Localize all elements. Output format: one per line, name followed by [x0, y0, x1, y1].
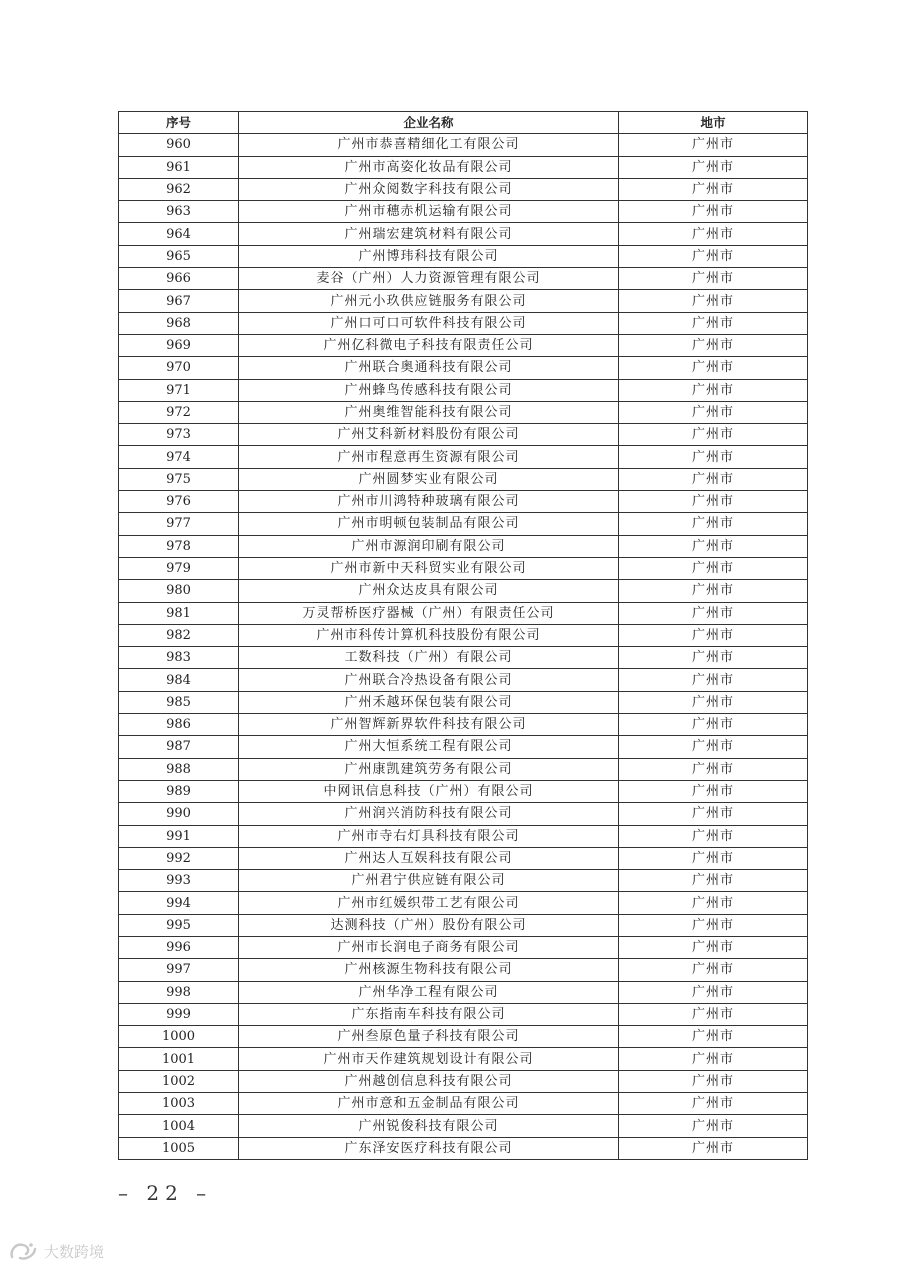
table-row	[119, 1070, 808, 1092]
table-body	[119, 134, 808, 1160]
city-cell: 广州市	[619, 491, 808, 513]
serial-number-cell: 964	[119, 223, 239, 245]
city-cell: 广州市	[619, 847, 808, 869]
table-row	[119, 780, 808, 802]
serial-number-cell: 994	[119, 892, 239, 914]
serial-number-cell: 981	[119, 602, 239, 624]
table-row	[119, 825, 808, 847]
serial-number-cell: 985	[119, 691, 239, 713]
table-row	[119, 245, 808, 267]
company-name-cell: 广州叁原色量子科技有限公司	[239, 1026, 619, 1048]
company-name-cell: 广州市科传计算机科技股份有限公司	[239, 624, 619, 646]
city-cell: 广州市	[619, 780, 808, 802]
table-row	[119, 357, 808, 379]
serial-number-cell: 999	[119, 1003, 239, 1025]
city-cell: 广州市	[619, 1026, 808, 1048]
table-row	[119, 892, 808, 914]
company-name-cell: 广州口可口可软件科技有限公司	[239, 312, 619, 334]
table-row	[119, 870, 808, 892]
serial-number-cell: 992	[119, 847, 239, 869]
city-cell: 广州市	[619, 580, 808, 602]
city-cell: 广州市	[619, 513, 808, 535]
company-name-cell: 广州市红媛织带工艺有限公司	[239, 892, 619, 914]
company-name-cell: 广州华净工程有限公司	[239, 981, 619, 1003]
city-cell: 广州市	[619, 1137, 808, 1159]
serial-number-cell: 990	[119, 803, 239, 825]
table-row	[119, 981, 808, 1003]
table-row	[119, 959, 808, 981]
header-company-name: 企业名称	[239, 112, 619, 134]
company-name-cell: 广州市高姿化妆品有限公司	[239, 156, 619, 178]
company-name-cell: 广州市川鸿特种玻璃有限公司	[239, 491, 619, 513]
city-cell: 广州市	[619, 959, 808, 981]
company-name-cell: 广州越创信息科技有限公司	[239, 1070, 619, 1092]
serial-number-cell: 986	[119, 714, 239, 736]
city-cell: 广州市	[619, 290, 808, 312]
serial-number-cell: 968	[119, 312, 239, 334]
city-cell: 广州市	[619, 736, 808, 758]
table-row	[119, 535, 808, 557]
company-name-cell: 万灵帮桥医疗器械（广州）有限责任公司	[239, 602, 619, 624]
city-cell: 广州市	[619, 758, 808, 780]
table-row	[119, 1026, 808, 1048]
serial-number-cell: 1002	[119, 1070, 239, 1092]
city-cell: 广州市	[619, 602, 808, 624]
city-cell: 广州市	[619, 1093, 808, 1115]
serial-number-cell: 969	[119, 334, 239, 356]
header-city: 地市	[619, 112, 808, 134]
city-cell: 广州市	[619, 981, 808, 1003]
city-cell: 广州市	[619, 223, 808, 245]
table-row	[119, 446, 808, 468]
company-name-cell: 广州蜂鸟传感科技有限公司	[239, 379, 619, 401]
header-serial-number: 序号	[119, 112, 239, 134]
city-cell: 广州市	[619, 691, 808, 713]
serial-number-cell: 1000	[119, 1026, 239, 1048]
company-name-cell: 广东指南车科技有限公司	[239, 1003, 619, 1025]
table-row	[119, 424, 808, 446]
table-row	[119, 602, 808, 624]
city-cell: 广州市	[619, 446, 808, 468]
city-cell: 广州市	[619, 1115, 808, 1137]
company-name-cell: 广州博玮科技有限公司	[239, 245, 619, 267]
city-cell: 广州市	[619, 647, 808, 669]
serial-number-cell: 988	[119, 758, 239, 780]
table-row	[119, 714, 808, 736]
table-row	[119, 1048, 808, 1070]
serial-number-cell: 966	[119, 268, 239, 290]
city-cell: 广州市	[619, 468, 808, 490]
serial-number-cell: 989	[119, 780, 239, 802]
city-cell: 广州市	[619, 557, 808, 579]
table-row	[119, 624, 808, 646]
company-list-table	[118, 111, 808, 1160]
city-cell: 广州市	[619, 1070, 808, 1092]
table-row	[119, 691, 808, 713]
table-row	[119, 513, 808, 535]
city-cell: 广州市	[619, 936, 808, 958]
company-name-cell: 广州联合奥通科技有限公司	[239, 357, 619, 379]
serial-number-cell: 991	[119, 825, 239, 847]
city-cell: 广州市	[619, 178, 808, 200]
table-row	[119, 580, 808, 602]
table-row	[119, 334, 808, 356]
table-row	[119, 1003, 808, 1025]
city-cell: 广州市	[619, 379, 808, 401]
city-cell: 广州市	[619, 669, 808, 691]
table-row	[119, 1137, 808, 1159]
company-name-cell: 广州艾科新材料股份有限公司	[239, 424, 619, 446]
company-name-cell: 广州市明顿包装制品有限公司	[239, 513, 619, 535]
company-name-cell: 广州元小玖供应链服务有限公司	[239, 290, 619, 312]
serial-number-cell: 984	[119, 669, 239, 691]
serial-number-cell: 993	[119, 870, 239, 892]
serial-number-cell: 976	[119, 491, 239, 513]
serial-number-cell: 1003	[119, 1093, 239, 1115]
city-cell: 广州市	[619, 334, 808, 356]
city-cell: 广州市	[619, 870, 808, 892]
serial-number-cell: 970	[119, 357, 239, 379]
company-name-cell: 广州市意和五金制品有限公司	[239, 1093, 619, 1115]
serial-number-cell: 1005	[119, 1137, 239, 1159]
table-row	[119, 134, 808, 156]
serial-number-cell: 961	[119, 156, 239, 178]
company-name-cell: 广州禾越环保包装有限公司	[239, 691, 619, 713]
city-cell: 广州市	[619, 892, 808, 914]
table-row	[119, 803, 808, 825]
city-cell: 广州市	[619, 312, 808, 334]
city-cell: 广州市	[619, 803, 808, 825]
serial-number-cell: 980	[119, 580, 239, 602]
table-row	[119, 379, 808, 401]
company-name-cell: 中网讯信息科技（广州）有限公司	[239, 780, 619, 802]
company-name-cell: 广州君宁供应链有限公司	[239, 870, 619, 892]
company-name-cell: 广州市程意再生资源有限公司	[239, 446, 619, 468]
company-name-cell: 广州市恭喜精细化工有限公司	[239, 134, 619, 156]
serial-number-cell: 998	[119, 981, 239, 1003]
company-name-cell: 广州康凯建筑劳务有限公司	[239, 758, 619, 780]
serial-number-cell: 996	[119, 936, 239, 958]
table-row	[119, 647, 808, 669]
serial-number-cell: 997	[119, 959, 239, 981]
table-row	[119, 1115, 808, 1137]
city-cell: 广州市	[619, 914, 808, 936]
company-name-cell: 麦谷（广州）人力资源管理有限公司	[239, 268, 619, 290]
company-name-cell: 广州锐俊科技有限公司	[239, 1115, 619, 1137]
company-name-cell: 广州众阅数字科技有限公司	[239, 178, 619, 200]
serial-number-cell: 972	[119, 401, 239, 423]
city-cell: 广州市	[619, 825, 808, 847]
company-name-cell: 广州市长润电子商务有限公司	[239, 936, 619, 958]
company-table	[118, 111, 807, 1160]
city-cell: 广州市	[619, 624, 808, 646]
serial-number-cell: 977	[119, 513, 239, 535]
serial-number-cell: 965	[119, 245, 239, 267]
company-name-cell: 广州瑞宏建筑材料有限公司	[239, 223, 619, 245]
company-name-cell: 广东泽安医疗科技有限公司	[239, 1137, 619, 1159]
serial-number-cell: 963	[119, 201, 239, 223]
serial-number-cell: 962	[119, 178, 239, 200]
serial-number-cell: 979	[119, 557, 239, 579]
city-cell: 广州市	[619, 535, 808, 557]
serial-number-cell: 960	[119, 134, 239, 156]
company-name-cell: 广州市源润印刷有限公司	[239, 535, 619, 557]
logo-icon	[8, 1240, 38, 1262]
watermark-text: 大数跨境	[44, 1242, 105, 1261]
company-name-cell: 广州达人互娱科技有限公司	[239, 847, 619, 869]
table-row	[119, 223, 808, 245]
serial-number-cell: 967	[119, 290, 239, 312]
company-name-cell: 广州市穗赤机运输有限公司	[239, 201, 619, 223]
city-cell: 广州市	[619, 201, 808, 223]
company-name-cell: 广州亿科微电子科技有限责任公司	[239, 334, 619, 356]
company-name-cell: 广州大恒系统工程有限公司	[239, 736, 619, 758]
table-row	[119, 290, 808, 312]
company-name-cell: 达测科技（广州）股份有限公司	[239, 914, 619, 936]
city-cell: 广州市	[619, 401, 808, 423]
company-name-cell: 广州众达皮具有限公司	[239, 580, 619, 602]
table-row	[119, 312, 808, 334]
company-name-cell: 广州智辉新界软件科技有限公司	[239, 714, 619, 736]
serial-number-cell: 982	[119, 624, 239, 646]
table-row	[119, 758, 808, 780]
table-row	[119, 468, 808, 490]
company-name-cell: 工数科技（广州）有限公司	[239, 647, 619, 669]
city-cell: 广州市	[619, 134, 808, 156]
serial-number-cell: 973	[119, 424, 239, 446]
table-row	[119, 669, 808, 691]
serial-number-cell: 995	[119, 914, 239, 936]
table-row	[119, 156, 808, 178]
serial-number-cell: 1001	[119, 1048, 239, 1070]
city-cell: 广州市	[619, 1003, 808, 1025]
company-name-cell: 广州润兴消防科技有限公司	[239, 803, 619, 825]
city-cell: 广州市	[619, 245, 808, 267]
company-name-cell: 广州圆梦实业有限公司	[239, 468, 619, 490]
city-cell: 广州市	[619, 268, 808, 290]
table-row	[119, 178, 808, 200]
company-name-cell: 广州市新中天科贸实业有限公司	[239, 557, 619, 579]
serial-number-cell: 1004	[119, 1115, 239, 1137]
company-name-cell: 广州市寺右灯具科技有限公司	[239, 825, 619, 847]
city-cell: 广州市	[619, 1048, 808, 1070]
table-row	[119, 936, 808, 958]
serial-number-cell: 987	[119, 736, 239, 758]
table-row	[119, 201, 808, 223]
table-row	[119, 914, 808, 936]
watermark	[8, 1240, 104, 1262]
table-row	[119, 491, 808, 513]
table-header-row	[119, 112, 808, 134]
company-name-cell: 广州联合冷热设备有限公司	[239, 669, 619, 691]
table-row	[119, 847, 808, 869]
page-number: – 22 –	[118, 1181, 213, 1205]
serial-number-cell: 978	[119, 535, 239, 557]
company-name-cell: 广州核源生物科技有限公司	[239, 959, 619, 981]
table-row	[119, 401, 808, 423]
table-row	[119, 736, 808, 758]
serial-number-cell: 971	[119, 379, 239, 401]
serial-number-cell: 975	[119, 468, 239, 490]
company-name-cell: 广州奥维智能科技有限公司	[239, 401, 619, 423]
company-name-cell: 广州市天作建筑规划设计有限公司	[239, 1048, 619, 1070]
city-cell: 广州市	[619, 357, 808, 379]
city-cell: 广州市	[619, 156, 808, 178]
serial-number-cell: 983	[119, 647, 239, 669]
table-row	[119, 268, 808, 290]
city-cell: 广州市	[619, 714, 808, 736]
serial-number-cell: 974	[119, 446, 239, 468]
city-cell: 广州市	[619, 424, 808, 446]
table-row	[119, 557, 808, 579]
table-row	[119, 1093, 808, 1115]
